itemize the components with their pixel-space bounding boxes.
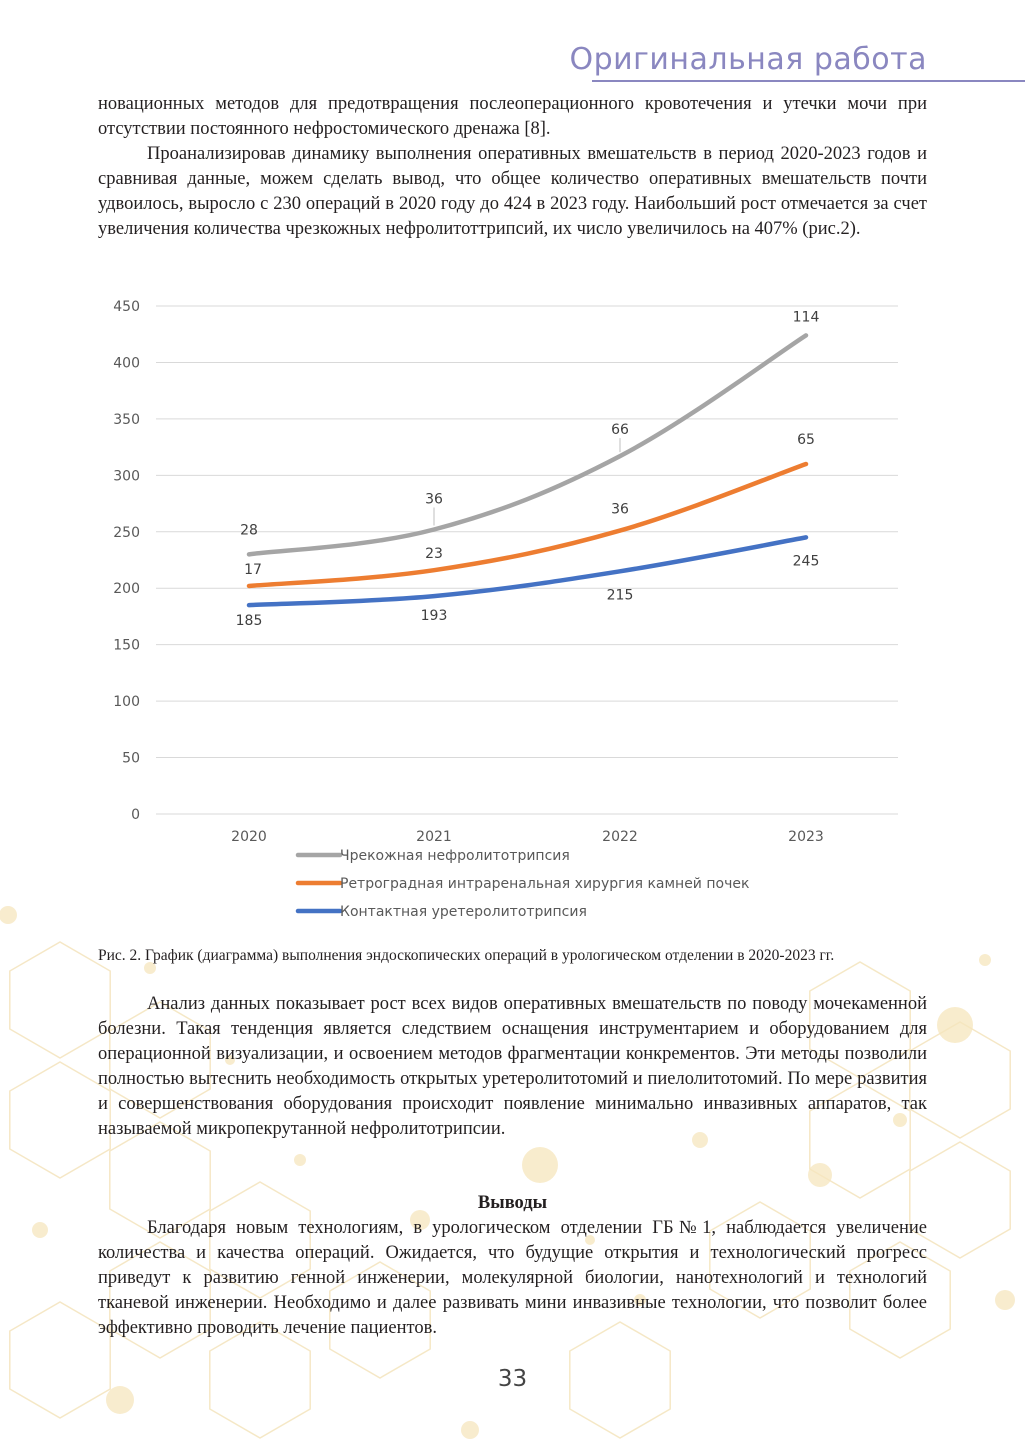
decorative-dot <box>32 1222 48 1238</box>
decorative-dot <box>808 1163 832 1187</box>
legend-label: Чрекожная нефролитотрипсия <box>340 848 570 864</box>
conclusions-heading: Выводы <box>477 1193 548 1213</box>
section-title: Оригинальная работа <box>569 42 927 77</box>
y-tick-label: 200 <box>113 581 140 598</box>
data-label: 28 <box>240 522 258 539</box>
legend-label: Ретроградная интраренальная хирургия камней почек <box>340 876 750 892</box>
page-number: 33 <box>497 1366 528 1392</box>
decorative-dot <box>522 1147 558 1183</box>
series-line <box>249 335 806 554</box>
decorative-dot <box>937 1007 973 1043</box>
decorative-dot <box>995 1290 1015 1310</box>
x-tick-label: 2022 <box>602 829 638 845</box>
data-label: 17 <box>244 561 262 578</box>
hexagon-shape <box>10 942 110 1058</box>
line-chart <box>98 277 927 934</box>
data-label: 66 <box>611 422 629 439</box>
y-tick-label: 0 <box>131 807 140 823</box>
paragraph-analysis: Анализ данных показывает рост всех видов оперативных вмешательств по поводу мочекаменной болезни. Такая тенденция является следствием оснащения инструментарием и оборудованием для операционной визуализации, и освоением методов фрагментации конкрементов. Эти методы позволили полностью вытеснить необходимость открытых уретеролитотомий и пиелолитотомий. По мере развития и совершенствования оборудования происходит появление минимально инвазивных аппаратов, так называемой микропекрутанной нефролитотрипсии. <box>98 994 927 1139</box>
data-label: 65 <box>797 432 815 449</box>
data-label: 185 <box>235 613 263 630</box>
y-tick-label: 450 <box>113 299 140 315</box>
x-tick-label: 2023 <box>788 829 824 845</box>
data-label: 23 <box>425 546 443 563</box>
x-tick-label: 2020 <box>231 829 267 845</box>
paragraph-conclusions: Благодаря новым технологиям, в урологическом отделении ГБ№1, наблюдается увеличение количества и качества операций. Ожидается, что будущие открытия и технологический прогресс приведут к развитию генной инженерии, молекулярной биологии, нанотехнологий и технологий тканевой инженерии. Необходимо и далее развивать мини инвазивные технологии, что позволит более эффективно проводить лечение пациентов. <box>98 1218 927 1338</box>
x-tick-label: 2021 <box>416 829 452 845</box>
data-label: 114 <box>792 309 820 326</box>
header-rule <box>592 80 1025 82</box>
data-label: 193 <box>420 608 448 625</box>
series-line <box>249 464 806 586</box>
figure-2-chart <box>98 277 927 934</box>
data-label: 36 <box>611 501 629 518</box>
data-label: 215 <box>606 587 634 604</box>
data-label: 36 <box>425 491 443 508</box>
hexagon-shape <box>10 1062 110 1178</box>
data-label: 245 <box>792 553 820 570</box>
y-tick-label: 150 <box>113 637 140 654</box>
figure-caption: Рис. 2. График (диаграмма) выполнения эндоскопических операций в урологическом отделении в 2020-2023 гг. <box>98 947 835 964</box>
y-tick-label: 400 <box>113 355 140 372</box>
decorative-dot <box>294 1154 306 1166</box>
y-tick-label: 250 <box>113 524 140 541</box>
paragraph-dynamics: Проанализировав динамику выполнения оперативных вмешательств в период 2020-2023 годов и сравнивая данные, можем сделать вывод, что общее количество оперативных вмешательств почти удвоилось, выросло с 230 операций в 2020 году до 424 в 2023 году. Наибольший рост отмечается за счет увеличения количества чрезкожных нефролитоттрипсий, их число увеличилось на 407% (рис.2). <box>98 144 927 239</box>
y-tick-label: 350 <box>113 411 140 428</box>
hexagon-shape <box>10 1302 110 1418</box>
y-tick-label: 300 <box>113 468 140 485</box>
paragraph-continued: новационных методов для предотвращения послеоперационного кровотечения и утечки мочи при отсутствии постоянного нефростомического дренажа [8]. <box>98 94 927 139</box>
decorative-dot <box>979 954 991 966</box>
y-tick-label: 100 <box>113 694 140 711</box>
legend-label: Контактная уретеролитотрипсия <box>340 904 587 920</box>
decorative-dot <box>461 1421 479 1439</box>
y-tick-label: 50 <box>122 750 140 767</box>
decorative-dot <box>0 906 17 924</box>
